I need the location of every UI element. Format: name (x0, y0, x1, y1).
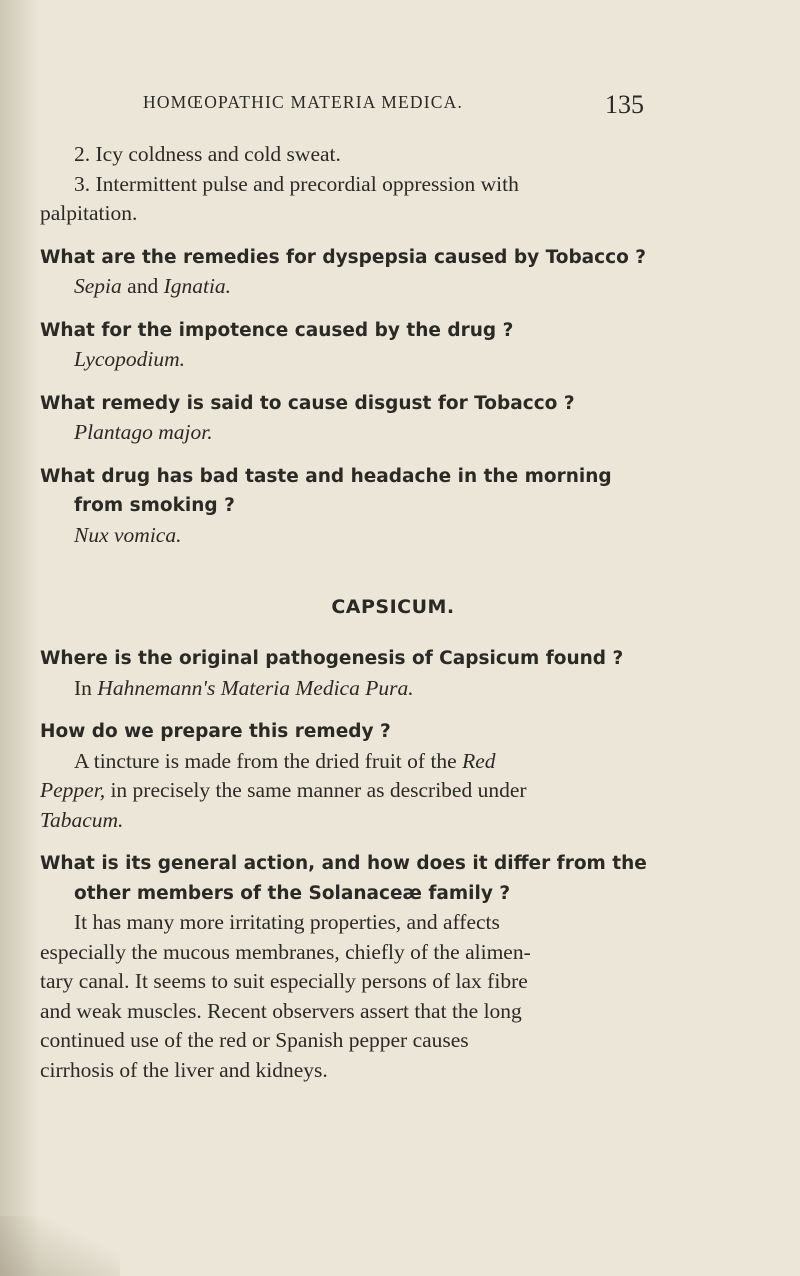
answer-general-action-line-1: It has many more irritating properties, and affects (74, 910, 500, 934)
answer-pathogenesis (40, 674, 740, 704)
question-impotence: What for the impotence caused by the drug ? (40, 319, 514, 341)
symptom-item-3-line-1: 3. Intermittent pulse and precordial oppression with (74, 171, 519, 196)
page-edge-shadow (0, 0, 40, 1276)
answer-preparation-line-1 (40, 747, 740, 777)
answer-impotence: Lycopodium. (74, 347, 186, 371)
answer-italic-tabacum: Tabacum. (40, 807, 124, 832)
page-body (40, 140, 740, 1085)
answer-italic-red: Red (462, 748, 496, 773)
answer-preparation-line-3 (40, 806, 740, 836)
book-title: Hahnemann's Materia Medica Pura. (97, 675, 414, 700)
answer-general-action-line-3: tary canal. It seems to suit especially persons of lax fibre (40, 969, 528, 993)
answer-general-action-line-5: continued use of the red or Spanish pepper causes (40, 1028, 469, 1052)
question-general-action-line-2: other members of the Solanaceæ family ? (74, 882, 511, 904)
answer-disgust: Plantago major. (74, 420, 213, 444)
answer-bad-taste: Nux vomica. (74, 522, 182, 547)
answer-general-action-line-2: especially the mucous membranes, chiefly of the alimen- (40, 939, 531, 964)
question-general-action-line-1: What is its general action, and how does it differ from the (40, 853, 647, 874)
question-preparation: How do we prepare this remedy ? (40, 721, 391, 742)
remedy-ignatia: Ignatia. (163, 274, 232, 298)
answer-general-action-line-4: and weak muscles. Recent observers assert that the long (40, 998, 522, 1023)
answer-text: A tincture is made from the dried fruit of the (74, 748, 463, 773)
question-disgust: What remedy is said to cause disgust for Tobacco ? (40, 392, 575, 414)
question-bad-taste-line-1: What drug has bad taste and headache in the morning (40, 465, 612, 487)
answer-prefix: In (74, 675, 98, 700)
answer-connector: and (121, 274, 164, 298)
question-bad-taste-line-2: from smoking ? (74, 495, 235, 516)
symptom-item-2: 2. Icy coldness and cold sweat. (74, 142, 341, 166)
section-heading-capsicum: CAPSICUM. (331, 596, 455, 618)
question-pathogenesis: Where is the original pathogenesis of Capsicum found ? (40, 648, 624, 669)
page-corner-shadow (0, 1216, 120, 1276)
question-dyspepsia: What are the remedies for dyspepsia caused by Tobacco ? (40, 246, 646, 268)
remedy-sepia: Sepia (74, 274, 122, 298)
page-number: 135 (605, 90, 644, 119)
answer-text: in precisely the same manner as described under (105, 778, 527, 802)
symptom-item-3-line-2: palpitation. (40, 201, 138, 225)
answer-dyspepsia (40, 272, 740, 302)
answer-italic-pepper: Pepper, (40, 778, 106, 802)
answer-preparation-line-2 (40, 776, 740, 806)
running-header: HOMŒOPATHIC MATERIA MEDICA. (143, 92, 464, 112)
answer-general-action-line-6: cirrhosis of the liver and kidneys. (40, 1057, 328, 1082)
